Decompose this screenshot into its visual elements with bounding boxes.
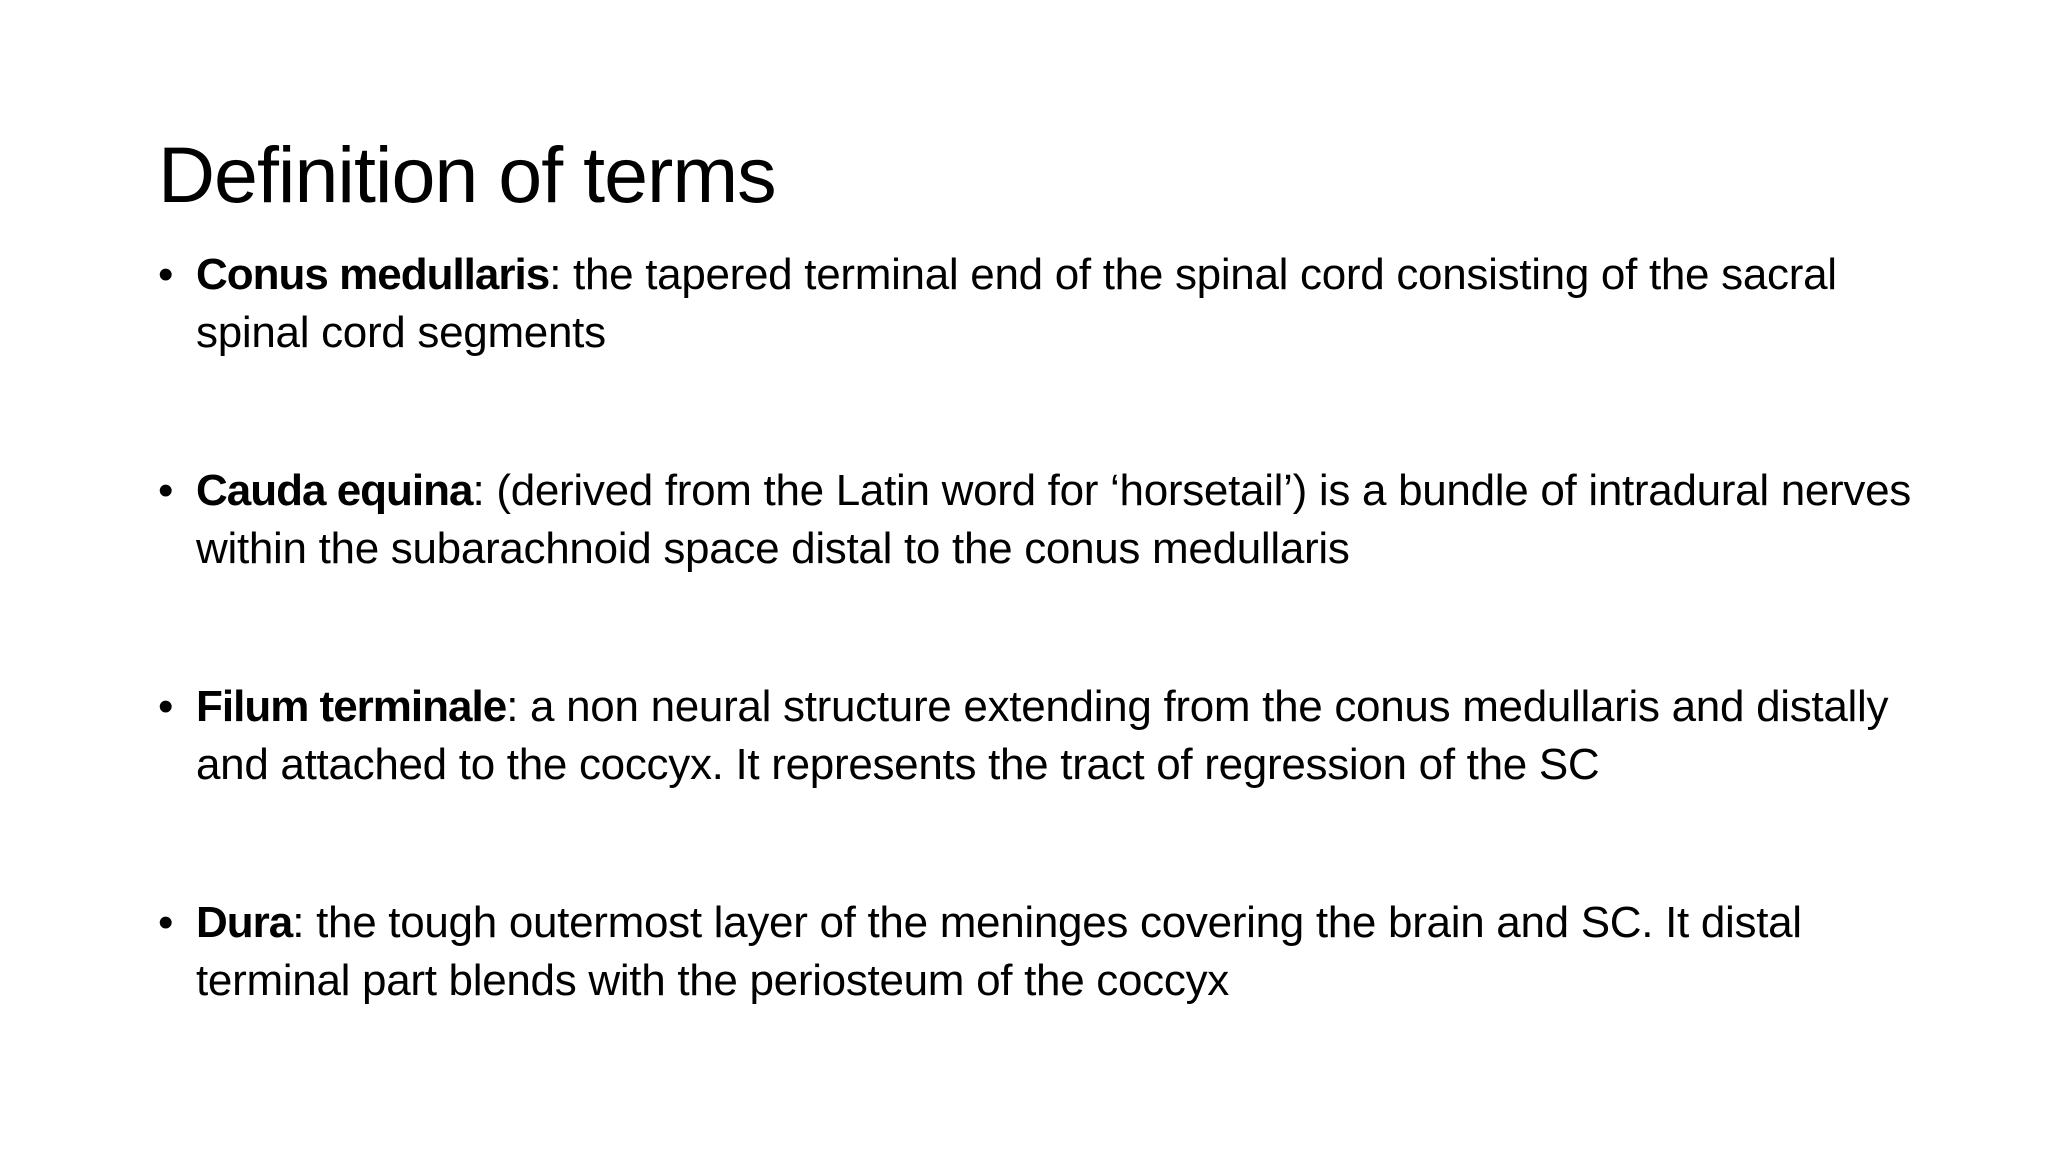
term-label: Filum terminale [196,682,507,731]
definition-text: : (derived from the Latin word for ‘horsetail’) is a bundle of intradural nerves within the subarachnoid space distal to the conus medullaris [196,466,1911,573]
term-label: Conus medullaris [196,250,550,299]
definition-text: : a non neural structure extending from the conus medullaris and distally and attached to the coccyx. It represents the tract of regression of the SC [196,682,1889,789]
term-label: Cauda equina [196,466,473,515]
bullet-icon: • [158,898,174,947]
definition-item-dura [158,894,1958,1010]
bullet-icon: • [158,466,174,515]
slide-title: Definition of terms [158,130,776,219]
bullet-icon: • [158,250,174,299]
definition-item-cauda-equina [158,462,1958,578]
definition-text: : the tapered terminal end of the spinal cord consisting of the sacral spinal cord segments [196,250,1837,357]
definition-text: : the tough outermost layer of the meninges covering the brain and SC. It distal terminal part blends with the periosteum of the coccyx [196,898,1802,1005]
definition-item-conus-medullaris [158,246,1958,362]
term-label: Dura [196,898,293,947]
bullet-icon: • [158,682,174,731]
definition-list [158,246,1958,1010]
definition-item-filum-terminale [158,678,1958,794]
